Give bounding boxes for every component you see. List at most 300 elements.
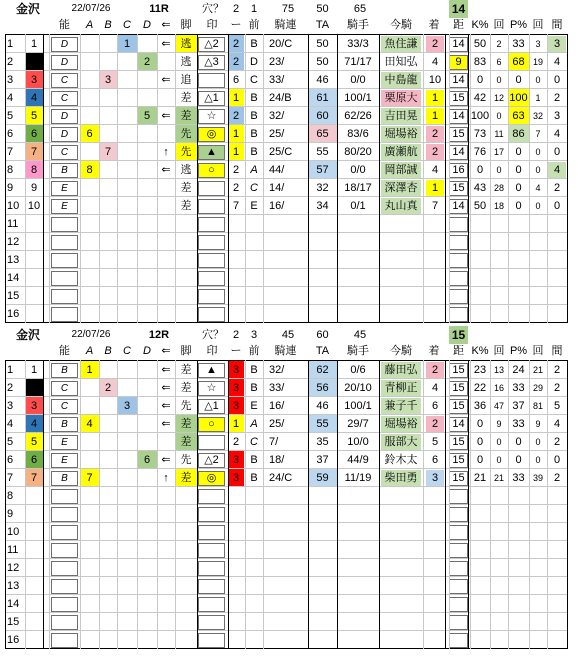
dist-box[interactable]: 15 [449,453,468,468]
chaku-cell: 6 [431,399,439,412]
header-dist: 距 [453,19,464,31]
mark-box[interactable] [198,235,225,250]
mark-box[interactable]: ○ [198,417,225,432]
horse-number: 10 [27,199,41,212]
ability-box[interactable] [51,271,78,286]
grid-line [5,286,567,287]
mark-box[interactable]: ▲ [198,363,225,378]
mark-box[interactable] [198,217,225,232]
mark-box[interactable] [198,489,225,504]
grid-line [5,522,567,523]
minus-cell: 6 [232,73,240,86]
horse-number: 4 [25,89,43,107]
jockey-name-cell: 鈴木太 [384,453,418,466]
p-count-cell: 9 [535,418,541,429]
grid-line [5,414,567,415]
grid-line [5,576,567,577]
mae-cell: B [250,145,258,158]
row-number: 1 [7,363,14,376]
index-c: 1 [117,35,137,53]
index-c: 3 [117,397,137,415]
ability-box[interactable]: E [51,435,78,450]
arrow-cell [157,433,175,451]
style-cell: 先 [175,143,197,161]
rent-cell: 14/ [269,181,285,194]
p-cell: 100 [508,89,529,107]
dist-box[interactable]: 15 [449,181,468,196]
grid-line [5,196,567,197]
ability-box[interactable] [51,561,78,576]
ability-box[interactable]: C [51,399,78,414]
ability-box[interactable] [51,579,78,594]
chaku-cell: 3 [426,470,444,486]
mark-box[interactable]: ☆ [198,109,225,124]
rent-cell: 33/ [269,381,285,394]
grid-line [5,304,567,305]
minus-cell: 1 [228,89,244,107]
p-cell: 0 [515,181,522,194]
grid-line [197,360,198,649]
ability-box[interactable] [51,543,78,558]
row-number: 11 [7,543,19,556]
mark-box[interactable] [198,561,225,576]
grid-line [5,378,567,379]
chaku-cell: 2 [426,36,444,52]
rent-cell: 32/ [269,363,285,376]
ta-cell: 50 [316,55,329,68]
mark-box[interactable] [198,507,225,522]
dist-box[interactable]: 15 [449,435,468,450]
style-cell: 差 [175,415,197,433]
dist-box[interactable]: 14 [449,73,468,88]
rent-cell: 7/ [269,435,279,448]
mark-box[interactable] [198,579,225,594]
header-ppct: P% [509,19,528,31]
kan-cell: 4 [553,127,561,140]
mark-box[interactable]: △2 [198,37,225,52]
ta-cell: 32 [316,181,329,194]
grid-line [5,214,567,215]
style-cell: 逃 [180,163,192,176]
dist-box[interactable]: 15 [449,127,468,142]
mark-box[interactable]: ☆ [198,381,225,396]
mark-box[interactable]: ◎ [198,471,225,486]
grid-line [99,34,100,323]
header-col2: 1 [250,2,258,15]
p-count-cell: 39 [532,472,543,483]
minus-cell: 2 [232,163,240,176]
ta-cell: 46 [316,73,329,86]
ability-box[interactable]: C [51,381,78,396]
mark-box[interactable]: △1 [198,399,225,414]
ability-box[interactable] [51,253,78,268]
jockey-stat-cell: 11/19 [344,471,372,484]
chaku-cell: 1 [426,108,444,124]
grid-line [5,630,567,631]
dist-box[interactable] [449,235,468,250]
dist-box[interactable]: 14 [449,417,468,432]
grid-line [5,232,567,233]
grid-line [423,360,424,649]
ability-box[interactable]: E [51,199,78,214]
mark-box[interactable] [198,597,225,612]
row-number: 12 [7,561,20,574]
ability-box[interactable]: B [51,471,78,486]
header-jockey-count: 65 [353,2,367,15]
header-kai2: 回 [532,345,544,357]
mark-box[interactable] [198,73,225,88]
grid-line [445,34,446,323]
grid-line [99,360,100,649]
grid-line [263,360,264,649]
ta-cell: 56 [308,379,337,397]
ability-box[interactable]: E [51,181,78,196]
grid-line [5,648,567,649]
row-number: 10 [7,525,20,538]
header-abi: 能 [59,345,70,357]
jockey-name-cell: 柴田勇 [381,470,421,486]
chaku-cell: 2 [426,362,444,378]
ability-box[interactable] [51,489,78,504]
style-cell: 差 [180,199,192,212]
header-kai: 回 [493,19,505,31]
k-count-cell: 13 [493,364,504,375]
ability-box[interactable]: D [51,109,78,124]
ability-box[interactable]: D [51,37,78,52]
kan-cell: 3 [553,109,561,122]
chaku-cell: 4 [431,55,439,68]
grid-line [5,540,567,541]
style-cell: 差 [175,433,197,451]
ta-cell: 46 [316,399,329,412]
horse-number: 6 [25,451,43,469]
horse-number: 6 [25,125,43,143]
header-abi: 能 [59,19,70,31]
mae-cell: C [250,435,258,448]
k-count-cell: 12 [493,92,504,103]
header-b: B [104,19,112,31]
dist-box[interactable] [449,633,468,648]
p-cell: 0 [515,73,522,86]
ability-box[interactable] [51,289,78,304]
dist-box[interactable]: 14 [449,37,468,52]
kan-cell: 2 [553,381,561,394]
k-cell: 36 [473,399,487,412]
p-cell: 33 [512,381,525,394]
ability-box[interactable]: B [51,417,78,432]
dist-box[interactable] [449,271,468,286]
k-cell: 43 [473,181,487,194]
jockey-stat-cell: 10/0 [347,435,369,448]
header-jname: 今騎 [390,19,412,31]
grid-line [5,250,567,251]
ta-cell: 62 [308,361,337,379]
p-cell: 0 [515,163,522,176]
ability-box[interactable] [51,525,78,540]
chaku-cell: 7 [431,199,439,212]
header-mae: 前 [248,345,260,357]
jockey-stat-cell: 0/6 [350,363,366,376]
p-count-cell: 29 [532,382,543,393]
grid-line [5,450,567,451]
grid-line [470,34,471,323]
dist-box[interactable]: 14 [449,199,468,214]
ability-box[interactable] [51,507,78,522]
ability-box[interactable]: D [51,127,78,142]
kan-cell: 5 [553,399,561,412]
horse-number: 4 [25,415,43,433]
style-cell: 逃 [180,55,192,68]
mark-box[interactable] [198,181,225,196]
index-a: 4 [80,415,99,433]
ability-box[interactable]: C [51,145,78,160]
header-dist-top: 14 [449,0,468,18]
mae-cell: B [250,109,258,122]
ability-box[interactable] [51,307,78,322]
k-count-cell: 9 [496,418,502,429]
dist-box[interactable]: 15 [449,399,468,414]
dist-box[interactable]: 15 [449,471,468,486]
ability-box[interactable]: E [51,453,78,468]
minus-cell: 3 [228,451,244,469]
ta-cell: 55 [316,145,329,158]
mark-box[interactable] [198,271,225,286]
horse-number: 1 [25,361,43,379]
p-count-cell: 21 [532,364,543,375]
dist-box[interactable] [449,507,468,522]
grid-line [449,34,450,323]
header-jockey_lbl: 騎手 [347,19,369,31]
ability-box[interactable]: B [51,163,78,178]
mark-box[interactable] [198,289,225,304]
dist-box[interactable] [449,615,468,630]
row-number: 13 [7,579,20,592]
arrow-cell [157,53,175,71]
grid-line [157,34,158,323]
chaku-cell: 10 [428,73,442,86]
dist-box[interactable] [449,307,468,322]
dist-box[interactable]: 15 [449,91,468,106]
ability-box[interactable] [51,235,78,250]
k-count-cell: 16 [493,382,504,393]
grid-line [5,34,567,35]
k-cell: 0 [476,417,484,430]
jockey-name-cell: 服部大 [381,434,421,450]
dist-box[interactable]: 14 [449,109,468,124]
dist-box[interactable] [449,289,468,304]
dist-box[interactable] [449,597,468,612]
mark-box[interactable] [198,199,225,214]
grid-line [308,360,309,649]
jockey-name-cell: 栗原大 [381,90,421,106]
k-count-cell: 11 [494,128,504,139]
style-cell: 逃 [175,35,197,53]
grid-line [49,34,50,323]
mark-box[interactable]: △3 [198,55,225,70]
ability-box[interactable]: C [51,73,78,88]
ana-label: 穴？ [202,328,224,341]
header-kai2: 回 [532,19,544,31]
jockey-stat-cell: 100/1 [344,91,372,104]
dist-box[interactable]: 15 [449,363,468,378]
header-c: C [123,19,131,31]
kan-cell: 4 [553,55,561,68]
race-section-1 [0,0,578,320]
p-cell: 37 [512,399,525,412]
jockey-name-cell: 藤田弘 [381,362,421,378]
grid-line [508,360,509,649]
grid-line [567,360,568,649]
mae-cell: E [250,399,258,412]
jockey-stat-cell: 80/20 [344,145,372,158]
p-cell: 0 [515,145,522,158]
mark-box[interactable]: ◎ [198,127,225,142]
jockey-name-cell: 兼子千 [381,398,421,414]
arrow-cell: ↑ [163,471,169,484]
mae-cell: B [250,127,258,140]
race-section-2 [0,326,578,646]
dist-box[interactable] [449,543,468,558]
k-count-cell: 0 [496,436,502,447]
mark-box[interactable]: ▲ [198,145,225,160]
p-count-cell: 7 [535,128,541,139]
mark-box[interactable] [198,543,225,558]
ta-cell: 61 [308,89,337,107]
mark-box[interactable]: △1 [198,91,225,106]
arrow-cell: ⇐ [161,73,171,86]
ta-cell: 65 [308,125,337,143]
mark-box[interactable]: △2 [198,453,225,468]
row-number: 15 [7,289,20,302]
index-d: 2 [137,53,157,71]
p-cell: 33 [512,417,525,430]
grid-line [490,34,491,323]
ability-box[interactable] [51,633,78,648]
p-cell: 63 [508,107,529,125]
row-number: 16 [7,633,20,646]
mae-cell: E [250,199,258,212]
grid-line [337,360,338,649]
horse-number: 5 [25,107,43,125]
rent-cell: 20/C [269,37,293,50]
mark-box[interactable] [198,633,225,648]
k-count-cell: 0 [496,454,502,465]
ability-box[interactable]: C [51,91,78,106]
chaku-cell: 4 [431,163,439,176]
dist-box[interactable] [449,489,468,504]
ability-box[interactable] [51,217,78,232]
jockey-name-cell: 堀場裕 [381,126,421,142]
arrow-cell: ↑ [163,145,169,158]
p-count-cell: 1 [535,92,541,103]
header-ta-count: 50 [316,2,329,15]
row-number: 7 [7,145,14,158]
minus-cell: 2 [228,107,244,125]
mae-cell: B [250,363,258,376]
jockey-name-cell: 吉田晃 [381,108,421,124]
jockey-stat-cell: 33/3 [347,37,369,50]
dist-box[interactable] [449,253,468,268]
p-cell: 86 [508,125,529,143]
p-cell: 0 [515,453,522,466]
header-ta_lbl: TA [315,19,330,31]
jockey-stat-cell: 44/9 [347,453,369,466]
ability-box[interactable]: D [51,55,78,70]
dist-box[interactable] [449,525,468,540]
mark-box[interactable] [198,525,225,540]
header-col1: 2 [232,2,240,15]
k-cell: 73 [473,127,487,140]
dist-box[interactable]: 15 [449,381,468,396]
row-number: 6 [7,453,14,466]
grid-line [117,34,118,323]
header-d: D [143,19,151,31]
arrow-cell: ⇐ [161,417,171,430]
rent-cell: 16/ [269,199,285,212]
grid-line [547,34,548,323]
grid-line [80,360,81,649]
dist-box[interactable]: 9 [449,55,468,70]
ability-box[interactable] [51,597,78,612]
k-cell: 21 [473,471,487,484]
p-cell: 33 [512,471,525,484]
p-count-cell: 0 [535,454,541,465]
ability-box[interactable]: B [51,363,78,378]
header-b: B [104,345,112,357]
minus-cell: 2 [228,35,244,53]
mae-cell: D [250,55,258,68]
dist-box[interactable] [449,579,468,594]
chaku-cell: 5 [431,435,439,448]
ability-box[interactable] [51,615,78,630]
k-count-cell: 28 [493,182,504,193]
horse-number: 3 [25,71,43,89]
p-cell: 0 [515,435,522,448]
place-label: 金沢 [16,328,41,342]
row-number: 8 [7,489,14,502]
mark-box[interactable]: ○ [198,163,225,178]
grid-line [5,52,567,53]
mark-box[interactable] [198,615,225,630]
jockey-stat-cell: 83/6 [347,127,369,140]
k-count-cell: 0 [496,164,502,175]
grid-line [379,360,380,649]
rent-cell: 33/ [269,73,285,86]
dist-box[interactable] [449,217,468,232]
arrow-cell: ⇐ [161,363,171,376]
row-number: 16 [7,307,20,320]
mark-box[interactable] [198,253,225,268]
dist-box[interactable] [449,561,468,576]
mae-cell: A [250,163,258,176]
minus-cell: 1 [228,415,244,433]
row-number: 4 [7,91,14,104]
grid-line [449,360,450,649]
race-date: 22/07/26 [71,3,111,14]
jockey-name-cell: 廣瀬航 [381,144,421,160]
mark-box[interactable] [198,307,225,322]
header-a: A [85,19,94,31]
grid-line [423,34,424,323]
header-dist: 距 [453,345,464,357]
dist-box[interactable]: 16 [449,163,468,178]
grid-line [5,34,6,323]
dist-box[interactable]: 14 [449,145,468,160]
ta-cell: 50 [316,37,329,50]
kan-cell: 4 [548,162,566,178]
header-minus: ー [230,345,242,357]
mark-box[interactable] [198,435,225,450]
